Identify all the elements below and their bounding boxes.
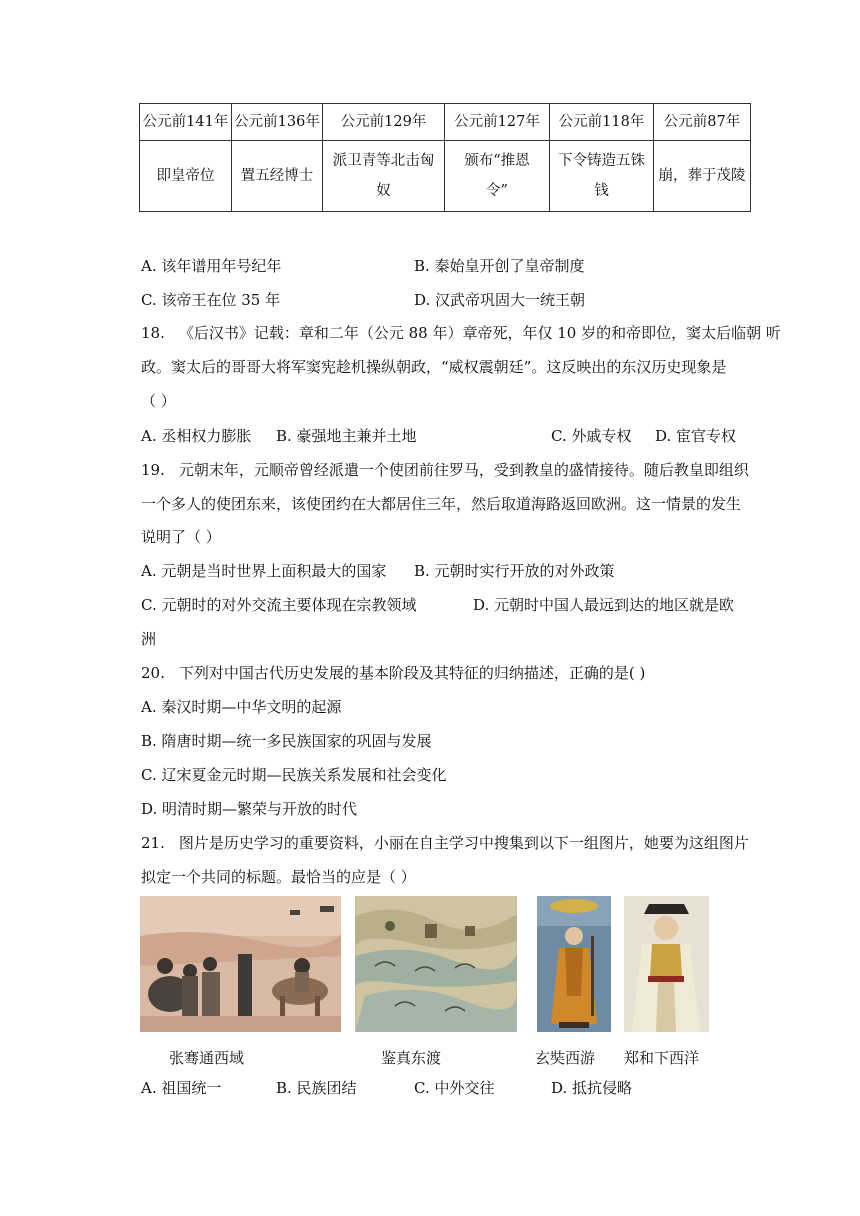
event-cell xyxy=(232,141,323,212)
q18-stem-line: 政。窦太后的哥哥大将军窦宪趁机操纵朝政，“威权震朝廷”。这反映出的东汉历史现象是 xyxy=(141,358,727,376)
q19-stem-line xyxy=(141,459,749,480)
q18-answer-blank: （ ） xyxy=(141,392,176,410)
timeline-year-row xyxy=(140,104,751,141)
event-cell xyxy=(550,141,654,212)
question-number: 21. xyxy=(141,834,165,852)
jianzhen-voyage-image xyxy=(355,896,517,1032)
q20-option-d[interactable]: D. 明清时期—繁荣与开放的时代 xyxy=(141,800,358,818)
q18-option-a[interactable]: A. 丞相权力膨胀 xyxy=(141,427,252,445)
event-text: 钱 xyxy=(594,183,609,199)
q21-option-d[interactable]: D. 抵抗侵略 xyxy=(551,1079,633,1097)
q18-stem-line xyxy=(141,322,781,343)
year-cell: 公元前118年 xyxy=(550,104,654,141)
q21-stem-line xyxy=(141,832,749,853)
q19-stem-text: 元朝末年，元顺帝曾经派遣一个使团前往罗马，受到教皇的盛情接待。随后教皇即组织 xyxy=(178,461,749,479)
year-cell: 公元前87年 xyxy=(654,104,751,141)
q20-option-b[interactable]: B. 隋唐时期—统一多民族国家的巩固与发展 xyxy=(141,732,432,750)
zhang-qian-mural-image xyxy=(140,896,341,1032)
q19-stem-line: 一个多人的使团东来，该使团约在大都居住三年，然后取道海路返回欧洲。这一情景的发生 xyxy=(141,495,742,513)
q19-option-c[interactable]: C. 元朝时的对外交流主要体现在宗教领域 xyxy=(141,596,417,614)
event-cell xyxy=(445,141,550,212)
event-text: 即皇帝位 xyxy=(156,168,215,184)
q21-stem-line: 拟定一个共同的标题。最恰当的应是（ ） xyxy=(141,868,416,886)
timeline-table xyxy=(139,103,751,212)
q20-stem-line xyxy=(141,662,645,683)
q20-option-c[interactable]: C. 辽宋夏金元时期—民族关系发展和社会变化 xyxy=(141,766,447,784)
zheng-he-image xyxy=(624,896,709,1032)
q19-option-d-continued: 洲 xyxy=(141,630,157,648)
year-cell: 公元前141年 xyxy=(140,104,232,141)
year-cell: 公元前136年 xyxy=(232,104,323,141)
question-number: 20. xyxy=(141,664,165,682)
q17-option-c[interactable]: C. 该帝王在位 35 年 xyxy=(141,291,281,309)
event-cell xyxy=(654,141,751,212)
event-text: 颁布“推恩 xyxy=(464,153,530,169)
question-number: 19. xyxy=(141,461,165,479)
caption-zhang-qian: 张骞通西域 xyxy=(169,1049,245,1067)
event-text: 奴 xyxy=(376,183,391,199)
q18-stem-text: 《后汉书》记载：章和二年（公元 88 年）章帝死，年仅 10 岁的和帝即位，窦太后临朝 听 xyxy=(178,324,781,342)
timeline-event-row xyxy=(140,141,751,212)
q19-option-d[interactable]: D. 元朝时中国人最远到达的地区就是欧 xyxy=(473,596,735,614)
event-text: 崩，葬于茂陵 xyxy=(658,168,746,184)
q20-option-a[interactable]: A. 秦汉时期—中华文明的起源 xyxy=(141,698,342,716)
q17-option-a[interactable]: A. 该年谱用年号纪年 xyxy=(141,257,282,275)
event-cell xyxy=(140,141,232,212)
question-number: 18. xyxy=(141,324,165,342)
xuanzang-image xyxy=(537,896,611,1032)
q21-option-b[interactable]: B. 民族团结 xyxy=(276,1079,357,1097)
q21-option-c[interactable]: C. 中外交往 xyxy=(414,1079,495,1097)
q17-option-d[interactable]: D. 汉武帝巩固大一统王朝 xyxy=(414,291,586,309)
q18-option-c[interactable]: C. 外戚专权 xyxy=(551,427,632,445)
year-cell: 公元前129年 xyxy=(323,104,445,141)
caption-zheng-he: 郑和下西洋 xyxy=(624,1049,700,1067)
event-text: 令” xyxy=(486,183,508,199)
caption-xuanzang: 玄奘西游 xyxy=(535,1049,596,1067)
q19-option-a[interactable]: A. 元朝是当时世界上面积最大的国家 xyxy=(141,562,387,580)
q19-option-b[interactable]: B. 元朝时实行开放的对外政策 xyxy=(414,562,615,580)
event-text: 下令铸造五铢 xyxy=(558,153,645,169)
q21-option-a[interactable]: A. 祖国统一 xyxy=(141,1079,222,1097)
q18-option-b[interactable]: B. 豪强地主兼并土地 xyxy=(276,427,417,445)
event-cell xyxy=(323,141,445,212)
q17-option-b[interactable]: B. 秦始皇开创了皇帝制度 xyxy=(414,257,585,275)
q18-option-d[interactable]: D. 宦官专权 xyxy=(655,427,737,445)
caption-jianzhen: 鉴真东渡 xyxy=(381,1049,442,1067)
year-cell: 公元前127年 xyxy=(445,104,550,141)
q20-stem-text: 下列对中国古代历史发展的基本阶段及其特征的归纳描述，正确的是( ) xyxy=(178,664,646,682)
event-text: 置五经博士 xyxy=(240,168,314,184)
q21-stem-text: 图片是历史学习的重要资料，小丽在自主学习中搜集到以下一组图片，她要为这组图片 xyxy=(178,834,749,852)
event-text: 派卫青等北击匈 xyxy=(332,153,435,169)
q19-stem-line: 说明了（ ） xyxy=(141,528,221,546)
